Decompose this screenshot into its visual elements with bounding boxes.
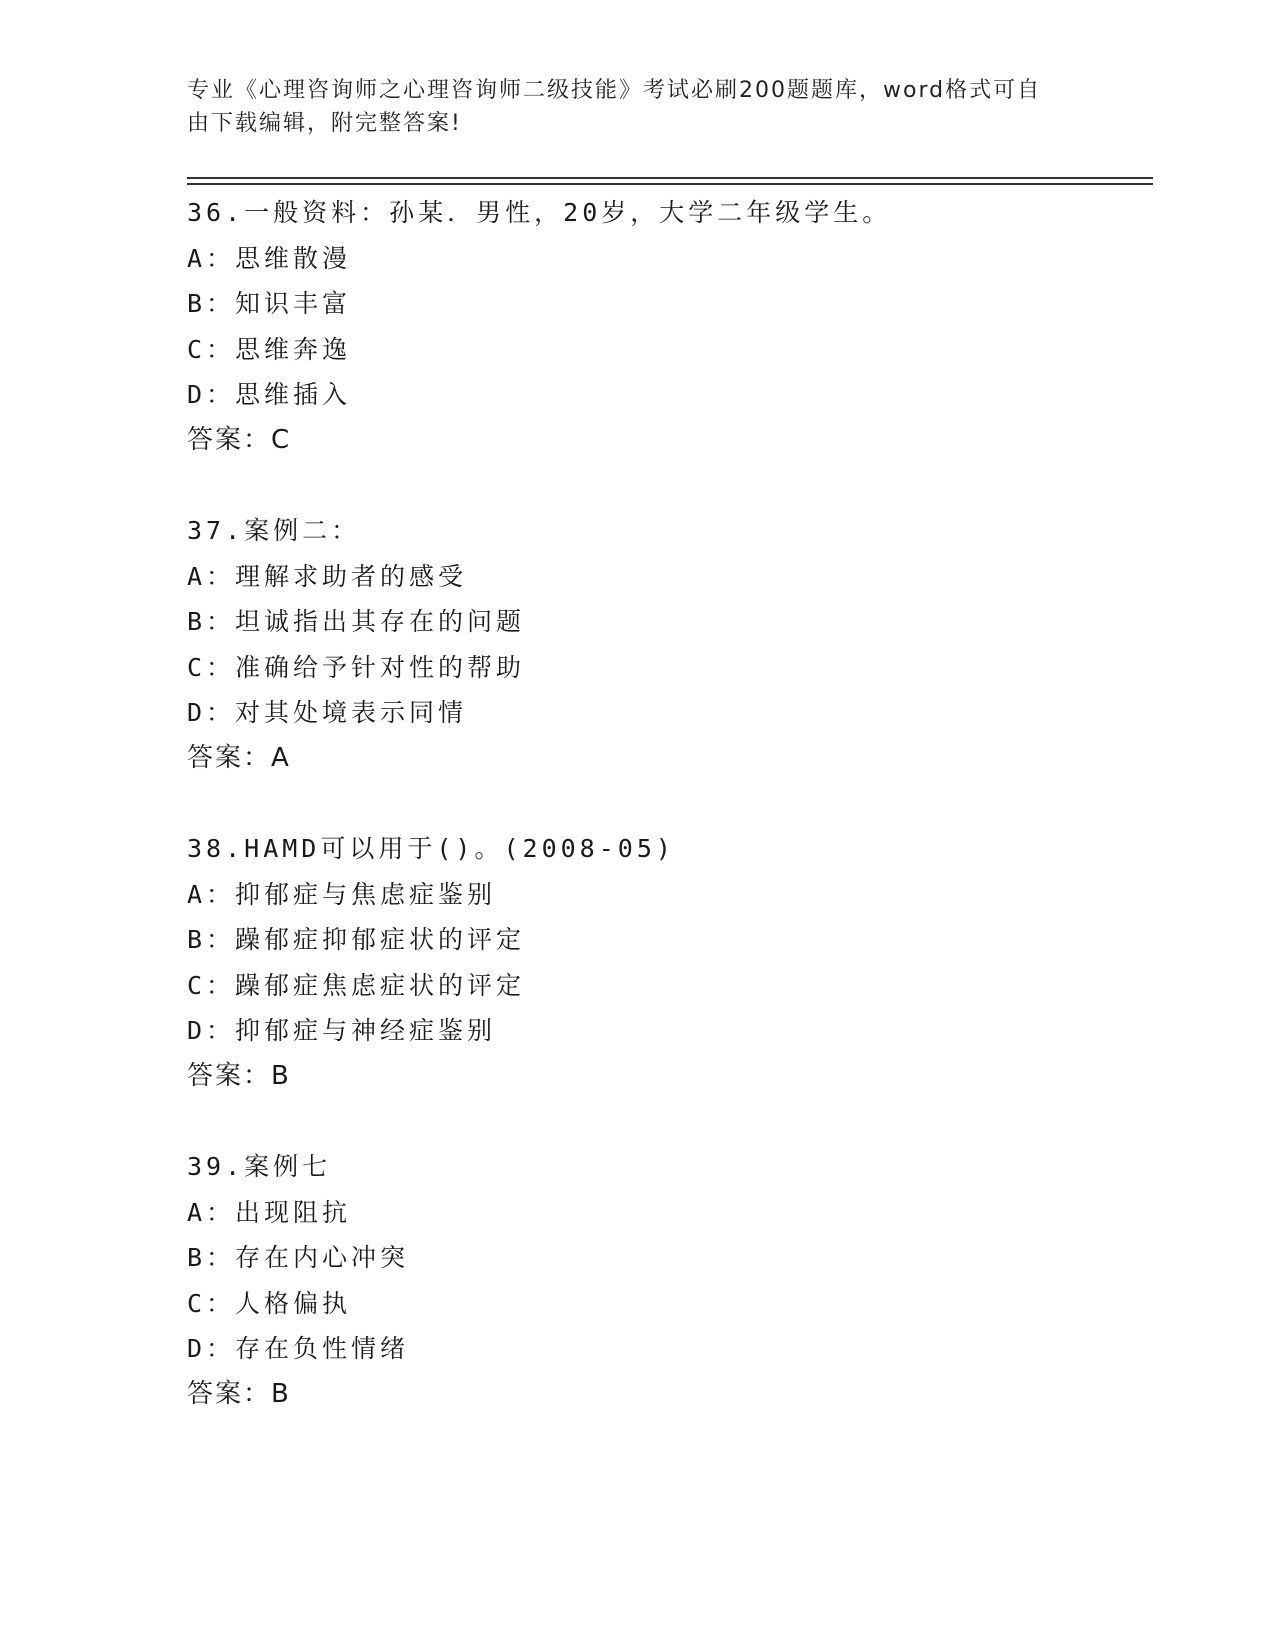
header-line-2: 由下载编辑，附完整答案! — [187, 111, 462, 136]
answer: 答案：A — [187, 742, 291, 773]
option-a: A：抑郁症与焦虑症鉴别 — [187, 879, 497, 909]
option-d: D：思维插入 — [187, 380, 352, 409]
option-d: D：存在负性情绪 — [187, 1334, 410, 1363]
question-stem: 37.案例二： — [187, 516, 361, 545]
option-c: C：人格偏执 — [187, 1288, 352, 1318]
question-38 — [187, 826, 1147, 1099]
question-stem: 38.HAMD可以用于()。(2008-05) — [187, 834, 675, 863]
option-b: B：存在内心冲突 — [187, 1243, 410, 1272]
header-line-1: 专业《心理咨询师之心理咨询师二级技能》考试必刷200题题库，word格式可自 — [187, 78, 1042, 103]
question-stem: 39.案例七 — [187, 1152, 332, 1181]
option-b: B：坦诚指出其存在的问题 — [187, 607, 526, 636]
option-a: A：思维散漫 — [187, 243, 352, 273]
question-36 — [187, 190, 1147, 463]
answer: 答案：C — [187, 424, 292, 455]
question-list — [187, 190, 1147, 1462]
question-37 — [187, 508, 1147, 781]
question-39 — [187, 1144, 1147, 1417]
option-c: C：思维奔逸 — [187, 334, 352, 364]
option-b: B：知识丰富 — [187, 289, 352, 318]
answer: 答案：B — [187, 1378, 291, 1409]
option-c: C：准确给予针对性的帮助 — [187, 652, 526, 682]
option-a: A：理解求助者的感受 — [187, 561, 468, 591]
document-header — [187, 74, 1087, 140]
question-stem: 36.一般资料：孙某．男性，20岁，大学二年级学生。 — [187, 198, 892, 227]
option-d: D：对其处境表示同情 — [187, 698, 468, 727]
option-c: C：躁郁症焦虑症状的评定 — [187, 970, 526, 1000]
option-a: A：出现阻抗 — [187, 1197, 352, 1227]
answer: 答案：B — [187, 1060, 291, 1091]
header-divider-top — [187, 177, 1153, 179]
option-b: B：躁郁症抑郁症状的评定 — [187, 925, 526, 954]
header-divider-bottom — [187, 183, 1153, 185]
option-d: D：抑郁症与神经症鉴别 — [187, 1016, 497, 1045]
